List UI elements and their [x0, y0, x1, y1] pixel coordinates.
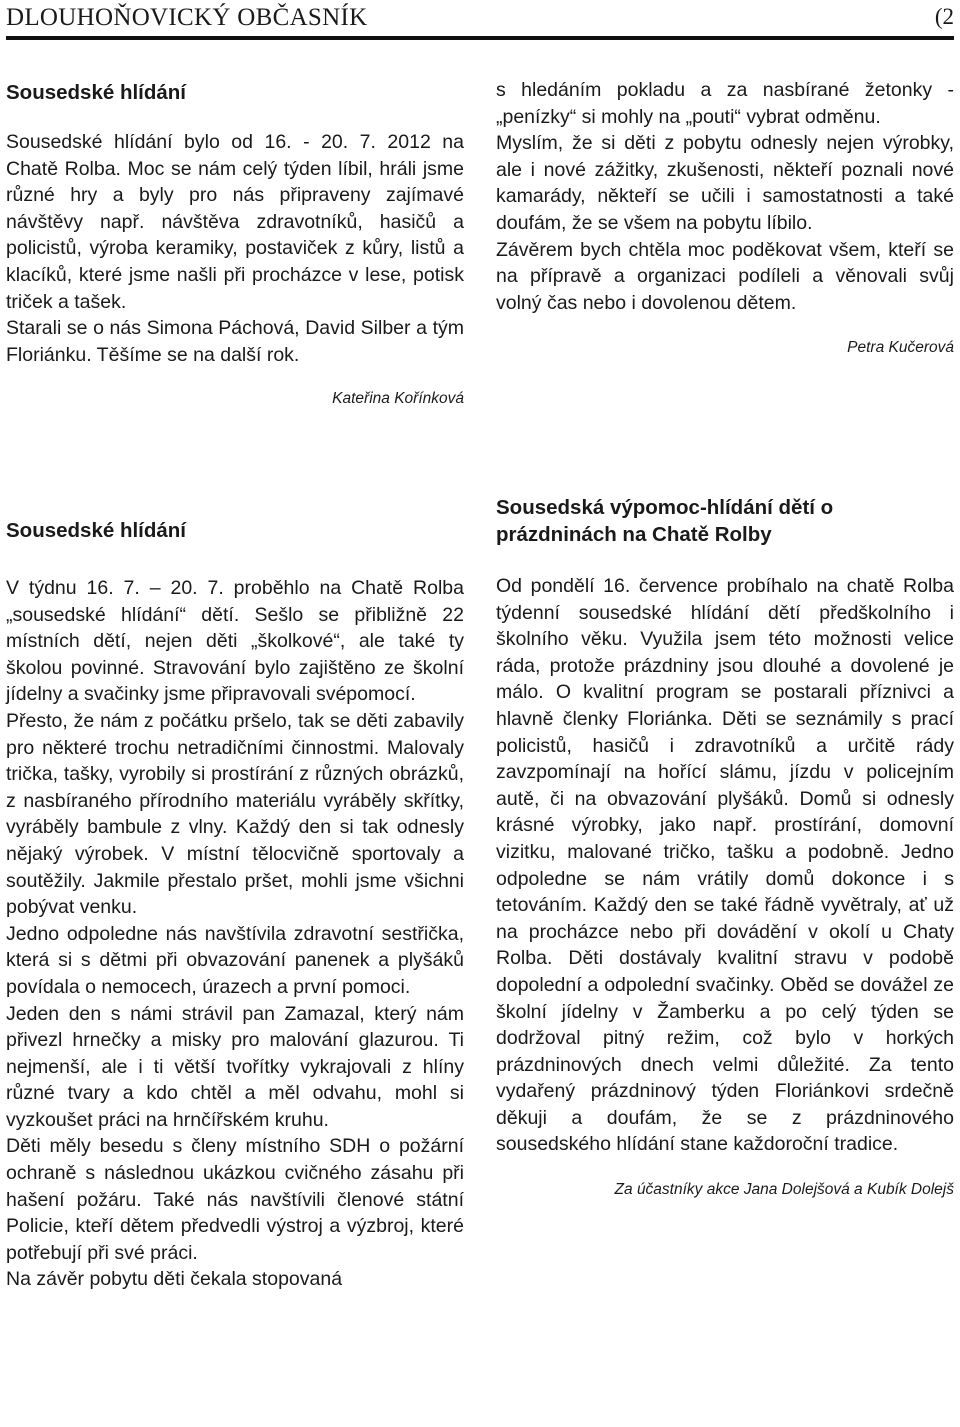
article-2-paragraph-6: Na závěr pobytu děti čekala stopovaná [6, 1268, 343, 1291]
article-2-paragraph-2: Přesto, že nám z počátku pršelo, tak se děti zabavily pro některé trochu netradičními činnostmi. Malovaly trička, tašky, vyrobily si prostírání z různých obrázků, z nasbíraného přírodního materiálu vyráběly skřítky, vyráběly bambule z vlny. Každý den si tak odnesly nějaký výrobek. V místní tělocvičně sportovaly a soutěžily. Jakmile přestalo pršet, mohli jsme všichni pobývat venku. [6, 709, 464, 919]
masthead [6, 0, 954, 40]
article-3 [496, 494, 954, 1200]
article-3-paragraph-1: Od pondělí 16. července probíhalo na chatě Rolba týdenní sousedské hlídání dětí předškolního i školního věku. Využila jsem této možnosti velice ráda, protože prázdniny jsou dlouhé a dovolené je málo. O kvalitní program se postarali příznivci a hlavně členky Floriánka. Děti se seznámily s prací policistů, hasičů i zdravotníků a určitě rády zavzpomínají na hořící slámu, jízdu v policejním autě, či na obvazování plyšáků. Domů si odnesly krásné výrobky, jako např. prostírání, domovní vizitku, malované tričko, tašku a podobně. Jedno odpoledne se nám vrátily domů dokonce i s tetováním. Každý den se také řádně vyvětraly, ať už na procházce nebo při dovádění v okolí u Chaty Rolba. Děti dostávaly kvalitní stravu v podobě dopolední a odpolední svačinky. Oběd se dovážel ze školní jídelny v Žamberku a po celý týden se dodržoval pitný režim, což bylo v horkých prázdninových dnech velmi důležité. Za tento vydařený prázdninový týden Floriánkovi srdečně děkuji a doufám, že se z prázdninového sousedského hlídání stane každoroční tradice. [496, 575, 954, 1156]
article-2-paragraph-5: Děti měly besedu s členy místního SDH o požární ochraně s následnou ukázkou cvičného zásahu při hašení požáru. Také nás navštívili členové státní Policie, kteří dětem předvedli výstroj a výzbroj, které potřebují při své práci. [6, 1135, 464, 1264]
article-3-signature: Za účastníky akce Jana Dolejšová a Kubík Dolejš [614, 1181, 954, 1199]
continued-paragraph-1: s hledáním pokladu a za nasbírané žetonky - „penízky“ si mohly na „pouti“ vybrat odměnu. [496, 79, 954, 128]
article-2-paragraph-4: Jeden den s námi strávil pan Zamazal, který nám přivezl hrnečky a misky pro malování glazurou. Ti nejmenší, ale i ti větší tvořítky vykrajovali z hlíny různé tvary a kdo chtěl a měl odvahu, mohl si vyzkoušet práci na hrnčířském kruhu. [6, 1002, 464, 1131]
continued-paragraph-3: Závěrem bych chtěla moc poděkovat všem, kteří se na přípravě a organizaci podíleli a věnovali svůj volný čas nebo i dovolenou dětem. [496, 238, 954, 314]
article-1-paragraph-1: Sousedské hlídání bylo od 16. - 20. 7. 2012 na Chatě Rolba. Moc se nám celý týden líbil, hráli jsme různé hry a byly pro nás připraveny zajímavé návštěvy např. návštěva zdravotníků, hasičů a policistů, výroba keramiky, postaviček z kůry, listů a klacíků, které jsme našli při procházce v lese, potisk triček a tašek. [6, 131, 464, 313]
article-1-paragraph-2: Starali se o nás Simona Páchová, David Silber a tým Floriánku. Těšíme se na další rok. [6, 317, 464, 366]
article-2-heading: Sousedské hlídání [6, 519, 186, 542]
article-3-heading: Sousedská výpomoc-hlídání dětí o prázdninách na Chatě Rolby [496, 496, 834, 546]
article-1-heading: Sousedské hlídání [6, 81, 186, 104]
continued-paragraph-2: Myslím, že si děti z pobytu odnesly nejen výrobky, ale i nové zážitky, zkušenosti, někteří poznali nové kamarády, někteří se učili i samostatnosti a také doufám, že se všem na pobytu líbilo. [496, 132, 954, 234]
article-2-signature: Petra Kučerová [847, 339, 954, 357]
article-2-continued [496, 77, 954, 358]
page-number: (2 [934, 4, 954, 29]
article-1 [6, 79, 464, 409]
article-2 [6, 517, 464, 1293]
article-1-signature: Kateřina Kořínková [332, 390, 464, 408]
article-2-paragraph-3: Jedno odpoledne nás navštívila zdravotní sestřička, která si s dětmi při obvazování panenek a plyšáků povídala o nemocech, úrazech a první pomoci. [6, 922, 464, 998]
newsletter-title: DLOUHOŇOVICKÝ OBČASNÍK [6, 4, 368, 31]
article-2-paragraph-1: V týdnu 16. 7. – 20. 7. proběhlo na Chatě Rolba „sousedské hlídání“ dětí. Sešlo se přibližně 22 místních dětí, nejen děti „školkové“, ale také ty školou povinné. Stravování bylo zajištěno ze školní jídelny a svačinky jsme připravovali svépomocí. [6, 577, 464, 706]
